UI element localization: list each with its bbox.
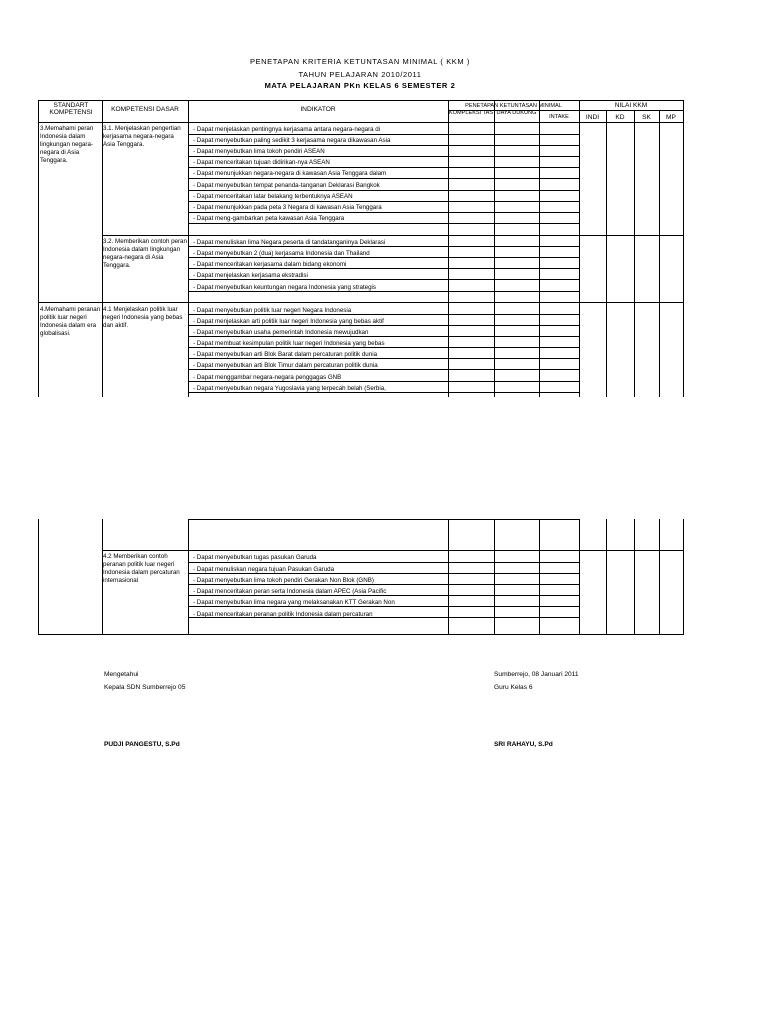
indicator-4-1-3: - Dapat menyebutkan usaha pemerintah Indonesia mewujudkan — [193, 329, 369, 336]
indicator-4-2-2: - Dapat menuliskan negara tujuan Pasukan Garuda — [193, 566, 335, 573]
grid-line-v — [659, 110, 660, 397]
grid-line-v — [634, 519, 635, 635]
kompetensi-dasar-3-2: 3.2. Memberikan contoh peran Indonesia dalam lingkungan negara-negara di Asia Tenggara. — [103, 238, 187, 269]
header-indikator: INDIKATOR — [300, 106, 336, 113]
kd-3-2-top — [102, 235, 683, 236]
grid-line-v — [579, 519, 580, 635]
table-top-border — [38, 100, 683, 101]
indicator-4-1-4: - Dapat membuat kesimpulan politik luar negeri Indonesia yang bebas — [193, 340, 385, 347]
indicator-3-1-5: - Dapat menunjukkan negara-negara di kawasan Asia Tenggara dalam — [193, 170, 387, 177]
standar-kompetensi-3: 3.Memahami peran Indonesia dalam lingkungan negara-negara di Asia Tenggara. — [40, 125, 94, 164]
header-intake: INTAKE — [549, 114, 569, 120]
indicator-3-1-7: - Dapat menceritakan latar belakang terbentuknya ASEAN — [193, 193, 353, 200]
indicator-3-2-1: - Dapat menuliskan lima Negara peserta di tandatanganinya Deklarasi — [193, 239, 386, 246]
grid-line-v — [683, 519, 684, 635]
grid-line-v — [38, 519, 39, 635]
kompetensi-dasar-4-1: 4.1 Menjelaskan politik luar negeri Indonesia yang bebas dan aktif. — [103, 306, 183, 329]
signature-place-date: Sumberrejo, 08 Januari 2011 — [494, 671, 579, 678]
header-sk: SK — [642, 114, 651, 121]
grid-line-v — [659, 519, 660, 635]
header-kompetensi-dasar: KOMPETENSI DASAR — [111, 106, 179, 113]
indicator-3-2-2: - Dapat menyebutkan 2 (dua) kerjasama Indonesia dan Thailand — [193, 250, 370, 257]
indicator-3-1-6: - Dapat menyebutkan tempat penanda-tanganan Deklarasi Bangkok — [193, 182, 380, 189]
header-penetapan: PENETAPAN KETUNTASAN MINIMAL — [465, 103, 562, 109]
school-year: TAHUN PELAJARAN 2010/2011 — [298, 70, 422, 79]
grid-line-h — [579, 302, 683, 303]
grid-line-v — [606, 110, 607, 397]
header-daya-dukung: DAYA DUKUNG — [496, 110, 537, 116]
indicator-3-1-4: - Dapat menceritakan tujuan didirikan-nya ASEAN — [193, 159, 330, 166]
indicator-4-2-4: - Dapat menceritakan peran serta Indonesia dalam APEC (Asia Pacific — [193, 588, 387, 595]
signature-teacher-title: Guru Kelas 6 — [494, 684, 533, 691]
indicator-4-1-2: - Dapat menjelaskan arti politik luar negeri Indonesia yang bebas aktif — [193, 318, 384, 325]
indicator-4-2-3: - Dapat menyebutkan lima tokoh pendiri Gerakan Non Blok (GNB) — [193, 577, 374, 584]
indicator-3-2-4: - Dapat menjelaskan kerjasama ekstradisi — [193, 272, 308, 279]
indicator-3-1-8: - Dapat menunjukkan pada peta 3 Negara di kawasan Asia Tenggara — [193, 204, 382, 211]
standar-kompetensi-4: 4.Memahami peranan politik luar negeri Indonesia dalam era globalisasi. — [40, 306, 101, 337]
grid-line-v — [606, 519, 607, 635]
grid-line-v — [683, 100, 684, 397]
kompetensi-dasar-3-1: 3.1. Menjelaskan pengertian kerjasama negara-negara Asia Tenggara. — [103, 125, 181, 148]
document-title: PENETAPAN KRITERIA KETUNTASAN MINIMAL ( KKM ) — [249, 57, 471, 66]
indicator-4-1-1: - Dapat menyebutkan politik luar negeri Negara Indonesia — [193, 307, 352, 314]
indicator-4-1-5: - Dapat menyebutkan arti Blok Barat dalam percaturan politik dunia — [193, 351, 378, 358]
signature-principal-title: Kepala SDN Sumberrejo 05 — [104, 684, 186, 691]
nilai-subheader-line — [579, 110, 683, 111]
indicator-4-2-5: - Dapat menyebutkan lima negara yang melaksanakan KTT Gerakan Non — [193, 599, 395, 606]
indicator-4-2-6: - Dapat menceritakan peranan politik Indonesia dalam percaturan — [193, 611, 373, 618]
indicator-3-2-5: - Dapat menyebutkan keuntungan negara Indonesia yang strategis — [193, 284, 376, 291]
header-kd: KD — [615, 114, 625, 121]
header-nilai-kkm: NILAI KKM — [614, 102, 648, 109]
grid-line-v — [634, 110, 635, 397]
indicator-4-1-8: - Dapat menyebutkan negara Yugoslavia yang terpecah belah (Serbia, — [193, 385, 386, 392]
indicator-4-1-6: - Dapat menyebutkan arti Blok Timur dalam percaturan politik dunia — [193, 362, 378, 369]
grid-line-h — [188, 519, 579, 520]
signature-teacher-name: SRI RAHAYU, S.Pd — [494, 741, 553, 748]
subject-line: MATA PELAJARAN PKn KELAS 6 SEMESTER 2 — [264, 81, 456, 90]
kompetensi-dasar-4-2: 4.2 Memberikan contoh peranan politik luar negeri Indonesia dalam percaturan internasional — [103, 553, 180, 584]
indicator-4-2-1: - Dapat menyebutkan tugas pasukan Garuda — [193, 554, 317, 561]
header-bottom-border — [38, 122, 683, 123]
indicator-4-1-7: - Dapat menggambar negara-negara penggagas GNB — [193, 374, 342, 381]
signature-principal-name: PUDJI PANGESTU, S.Pd — [104, 741, 180, 748]
indicator-3-1-2: - Dapat menyebutkan paling sedikit 3 kerjasama negara dikawasan Asia — [193, 137, 391, 144]
header-standar-kompetensi: STANDART KOMPETENSI — [49, 102, 93, 116]
header-indi: INDI — [585, 114, 600, 121]
table-bottom-border — [38, 634, 683, 635]
kd-4-2-top — [102, 550, 683, 551]
indicator-3-1-3: - Dapat menyebutkan lima tokoh pendiri ASEAN — [193, 148, 325, 155]
grid-line-v — [38, 100, 39, 397]
indicator-3-1-9: - Dapat meng-gambarkan peta kawasan Asia Tenggara — [193, 215, 345, 222]
header-mp: MP — [666, 114, 676, 121]
header-kompleksitas: KOMPLEKSI TAS — [448, 110, 494, 116]
grid-line-v — [579, 100, 580, 397]
indicator-3-1-1: - Dapat menjelaskan pentingnya kerjasama antara negara-negara di — [193, 126, 381, 133]
indicator-3-2-3: - Dapat menceritakan kerjasama dalam bidang ekonomi — [193, 261, 347, 268]
signature-known-by: Mengetahui — [104, 671, 139, 678]
